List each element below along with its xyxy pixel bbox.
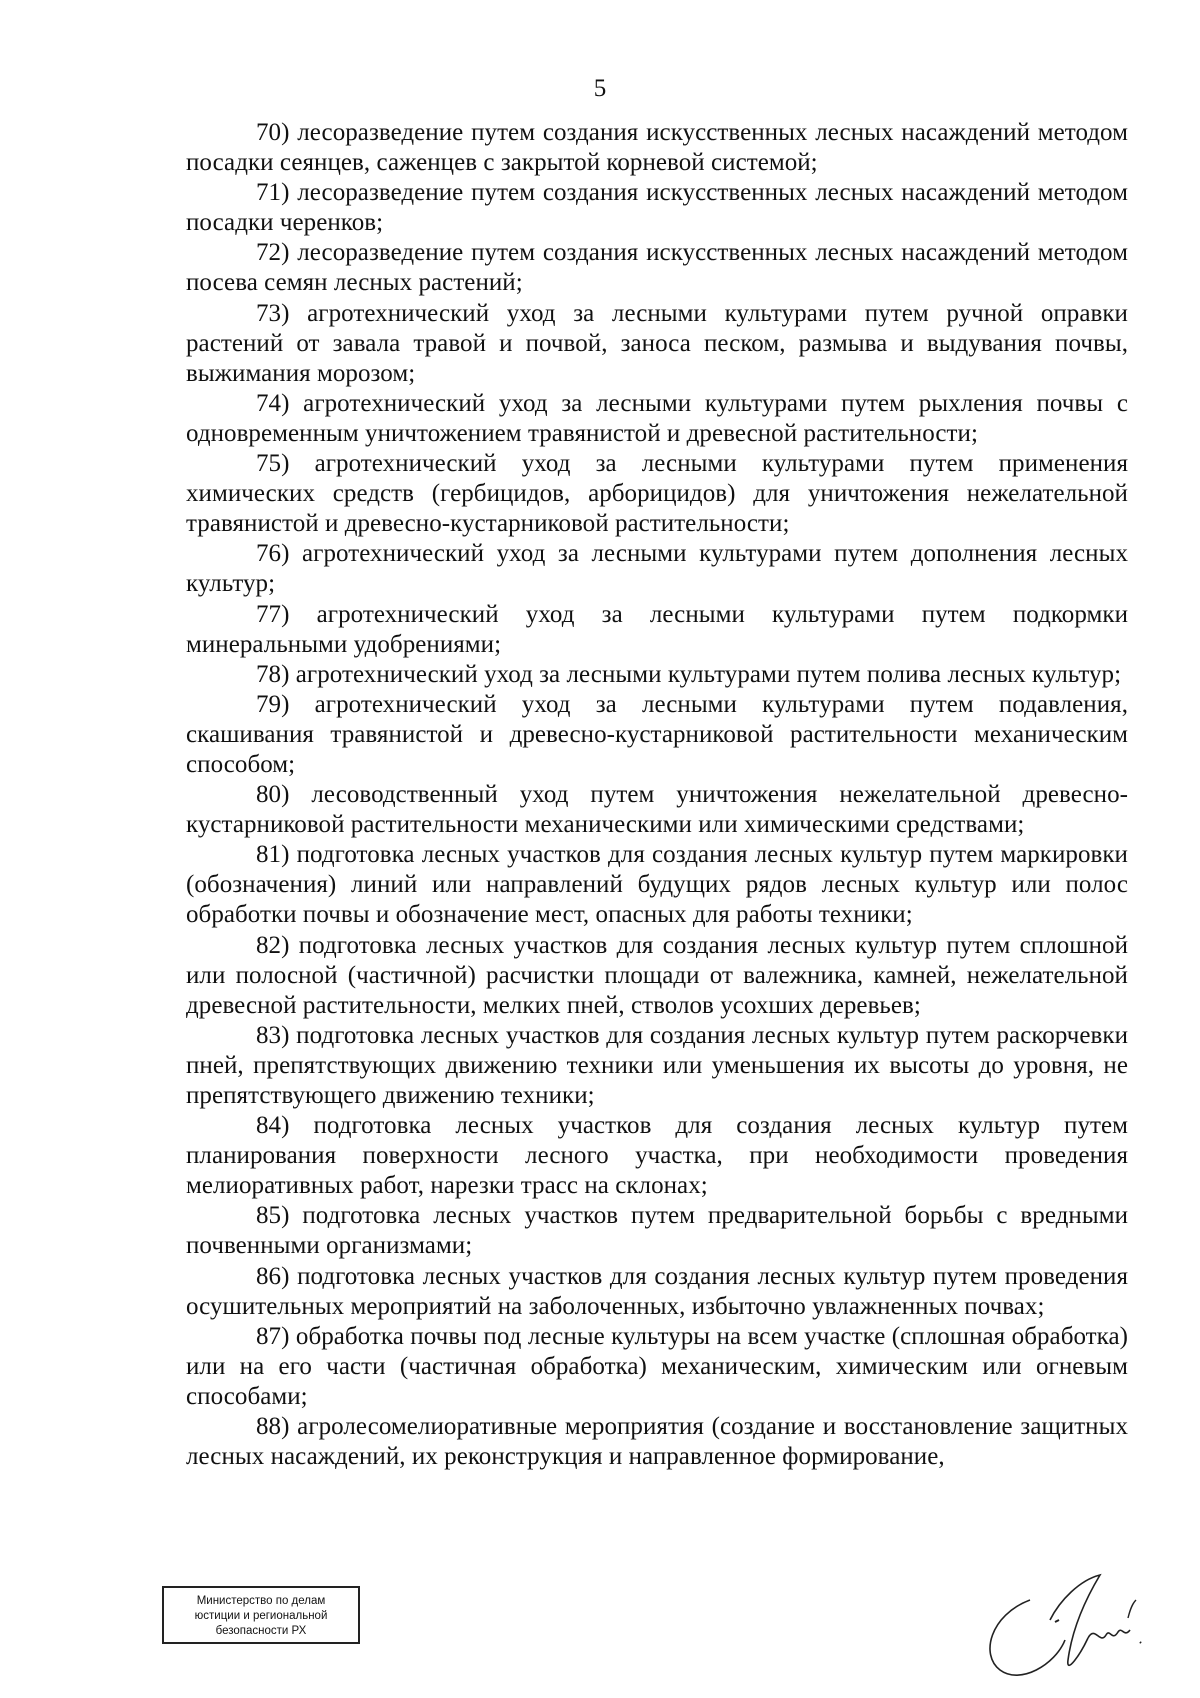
list-item: 79) агротехнический уход за лесными культурами путем подавления, скашивания травянистой и древесно-кустарниковой растительности механическим способом; xyxy=(186,690,1128,778)
list-item: 86) подготовка лесных участков для создания лесных культур путем проведения осушительных мероприятий на заболоченных, избыточно увлажненных почвах; xyxy=(186,1262,1128,1320)
stamp-line: безопасности РХ xyxy=(215,1625,307,1637)
list-item: 88) агролесомелиоративные мероприятия (создание и восстановление защитных лесных насаждений, их реконструкция и направленное формирование, xyxy=(186,1413,1128,1471)
list-item: 74) агротехнический уход за лесными культурами путем рыхления почвы с одновременным уничтожением травянистой и древесной растительности; xyxy=(186,389,1128,447)
handwritten-signature xyxy=(960,1560,1160,1690)
stamp-line: Министерство по делам xyxy=(196,1595,326,1607)
list-item: 85) подготовка лесных участков путем предварительной борьбы с вредными почвенными организмами; xyxy=(186,1202,1128,1260)
list-item: 75) агротехнический уход за лесными культурами путем применения химических средств (гербицидов, арборицидов) для уничтожения нежелательной травянистой и древесно-кустарниковой растительности; xyxy=(186,450,1128,538)
list-item: 83) подготовка лесных участков для создания лесных культур путем раскорчевки пней, препятствующих движению техники или уменьшения их высоты до уровня, не препятствующего движению техники; xyxy=(186,1021,1128,1109)
stamp-line: юстиции и региональной xyxy=(194,1610,328,1622)
list-item: 70) лесоразведение путем создания искусственных лесных насаждений методом посадки сеянцев, саженцев с закрытой корневой системой; xyxy=(186,119,1128,177)
list-item: 81) подготовка лесных участков для создания лесных культур путем маркировки (обозначения) линий или направлений будущих рядов лесных культур или полос обработки почвы и обозначение мест, опасных для работы техники; xyxy=(186,841,1128,929)
ministry-stamp xyxy=(162,1586,360,1644)
list-item: 78) агротехнический уход за лесными культурами путем полива лесных культур; xyxy=(256,660,1122,688)
list-item: 73) агротехнический уход за лесными культурами путем ручной оправки растений от завала травой и почвой, заноса песком, размыва и выдувания почвы, выжимания морозом; xyxy=(186,299,1128,387)
page-number: 5 xyxy=(593,75,607,102)
list-item: 76) агротехнический уход за лесными культурами путем дополнения лесных культур; xyxy=(186,540,1128,598)
list-item: 87) обработка почвы под лесные культуры на всем участке (сплошная обработка) или на его части (частичная обработка) механическим, химическим или огневым способами; xyxy=(186,1322,1128,1410)
list-item: 84) подготовка лесных участков для создания лесных культур путем планирования поверхности лесного участка, при необходимости проведения мелиоративных работ, нарезки трасс на склонах; xyxy=(186,1112,1128,1200)
list-item: 71) лесоразведение путем создания искусственных лесных насаждений методом посадки черенков; xyxy=(186,179,1128,237)
document-body xyxy=(186,118,1128,1472)
list-item: 72) лесоразведение путем создания искусственных лесных насаждений методом посева семян лесных растений; xyxy=(186,239,1128,297)
list-item: 80) лесоводственный уход путем уничтожения нежелательной древесно-кустарниковой растительности механическими или химическими средствами; xyxy=(186,781,1128,839)
list-item: 77) агротехнический уход за лесными культурами путем подкормки минеральными удобрениями; xyxy=(186,600,1128,658)
list-item: 82) подготовка лесных участков для создания лесных культур путем сплошной или полосной (частичной) расчистки площади от валежника, камней, нежелательной древесной растительности, мелких пней, стволов усохших деревьев; xyxy=(186,931,1128,1019)
